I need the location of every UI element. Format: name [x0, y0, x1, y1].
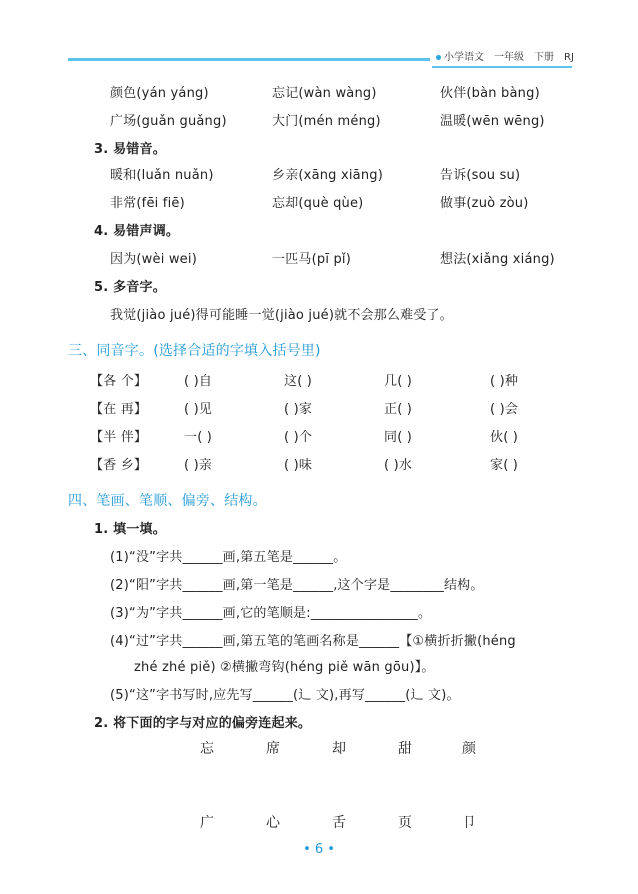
subheading: 4. 易错声调。	[94, 224, 180, 239]
char-top: 甜	[398, 741, 413, 757]
header-edition: RJ	[564, 52, 574, 63]
char-top: 却	[332, 741, 347, 757]
word-item: 颜色(yán yáng)	[110, 86, 209, 101]
sentence: 我觉(jiào jué)得可能睡一觉(jiào jué)就不会那么难受了。	[110, 308, 453, 323]
header-volume: 下册	[534, 52, 554, 63]
question: (5)“这”字书写时,应先写______(辶 文),再写______(辶 文)。	[110, 688, 460, 703]
fill-item: ( )家	[284, 402, 313, 417]
subheading: 3. 易错音。	[94, 142, 166, 157]
word-item: 做事(zuò zòu)	[440, 196, 529, 211]
fill-item: ( )见	[184, 402, 213, 417]
homophone-key: 【半 伴】	[90, 430, 148, 445]
word-item: 广场(guǎn guǎng)	[110, 114, 227, 129]
word-item: 非常(fēi fiē)	[110, 196, 185, 211]
subheading: 5. 多音字。	[94, 280, 166, 295]
word-item: 想法(xiǎng xiáng)	[440, 252, 555, 267]
fill-item: 一( )	[184, 430, 213, 445]
fill-item: ( )种	[490, 374, 519, 389]
radical-bottom: 心	[266, 815, 281, 831]
question: (3)“为”字共______画,它的笔顺是:________________。	[110, 606, 432, 621]
fill-item: 伙( )	[490, 430, 519, 445]
fill-item: 同( )	[384, 430, 413, 445]
subheading: 2. 将下面的字与对应的偏旁连起来。	[94, 716, 312, 731]
fill-item: 正( )	[384, 402, 413, 417]
fill-item: ( )味	[284, 458, 313, 473]
header-subject: 小学语文	[444, 52, 484, 63]
radical-bottom: 页	[398, 815, 413, 831]
homophone-key: 【各 个】	[90, 374, 148, 389]
bullet-icon	[436, 55, 441, 60]
radical-bottom: 广	[200, 815, 215, 831]
fill-item: ( )个	[284, 430, 313, 445]
fill-item: 几( )	[384, 374, 413, 389]
word-item: 因为(wèi wei)	[110, 252, 197, 267]
homophone-key: 【香 乡】	[90, 458, 148, 473]
fill-item: 家( )	[490, 458, 519, 473]
header-rule-right	[432, 66, 572, 68]
section-title: 四、笔画、笔顺、偏旁、结构。	[68, 493, 267, 509]
subheading: 1. 填一填。	[94, 522, 166, 537]
section-title: 三、同音字。(选择合适的字填入括号里)	[68, 343, 321, 359]
word-item: 温暖(wēn wēng)	[440, 114, 545, 129]
word-item: 一匹马(pī pǐ)	[272, 252, 352, 267]
char-top: 颜	[462, 741, 477, 757]
homophone-key: 【在 再】	[90, 402, 148, 417]
question-continued: zhé zhé piě) ②横撇弯钩(héng piě wān gōu)】。	[134, 660, 435, 675]
fill-item: 这( )	[284, 374, 313, 389]
word-item: 忘记(wàn wàng)	[272, 86, 377, 101]
question: (1)“没”字共______画,第五笔是______。	[110, 550, 347, 565]
word-item: 暖和(luǎn nuǎn)	[110, 168, 214, 183]
word-item: 伙伴(bàn bàng)	[440, 86, 540, 101]
radical-bottom: 舌	[332, 815, 347, 831]
word-item: 乡亲(xāng xiāng)	[272, 168, 383, 183]
char-top: 忘	[200, 741, 215, 757]
header-rule	[68, 58, 430, 61]
page-number: • 6 •	[303, 842, 335, 857]
fill-item: ( )会	[490, 402, 519, 417]
fill-item: ( )亲	[184, 458, 213, 473]
char-top: 席	[266, 741, 281, 757]
question: (4)“过”字共______画,第五笔的笔画名称是______【①横折折撇(héng	[110, 634, 516, 649]
header-grade: 一年级	[494, 52, 524, 63]
word-item: 告诉(sou su)	[440, 168, 521, 183]
word-item: 大门(mén méng)	[272, 114, 381, 129]
question: (2)“阳”字共______画,第一笔是______,这个字是________结构。	[110, 578, 484, 593]
radical-bottom: 卩	[462, 815, 477, 831]
page-header	[436, 48, 584, 63]
word-item: 忘却(què qùe)	[272, 196, 364, 211]
fill-item: ( )自	[184, 374, 213, 389]
fill-item: ( )水	[384, 458, 413, 473]
